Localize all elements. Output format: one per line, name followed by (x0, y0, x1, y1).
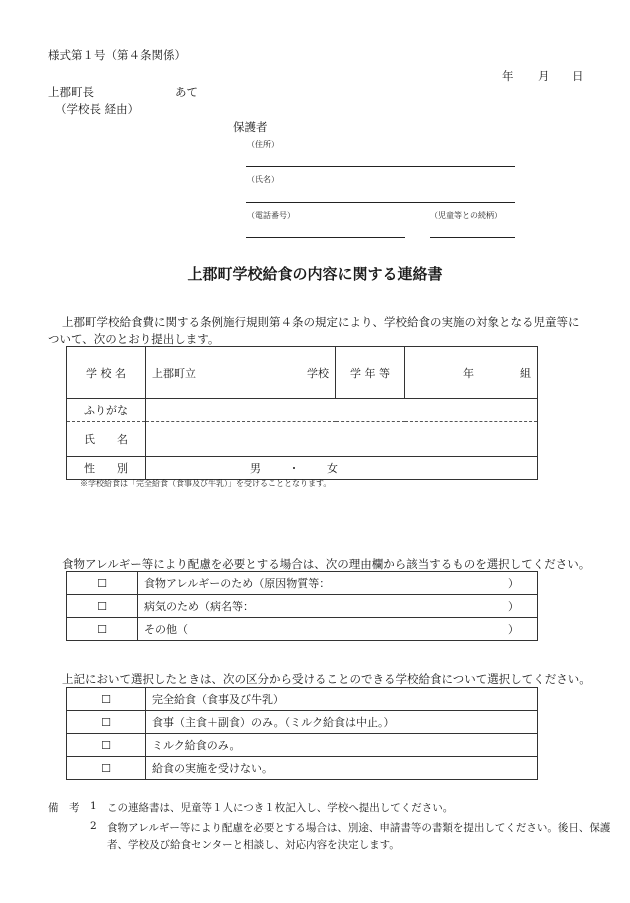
allergy-table (66, 571, 538, 641)
checkbox-no-meal[interactable]: ☐ (67, 757, 146, 780)
meal-option-food-only: 食事（主食＋副食）のみ。（ミルク給食は中止。） (146, 711, 538, 734)
grade-year: 年 (463, 366, 474, 380)
school-name-cell[interactable] (146, 347, 336, 399)
student-table (66, 346, 538, 480)
sex-cell[interactable] (146, 457, 538, 480)
illness-reason-close: ） (508, 600, 519, 613)
allergy-reason-close: ） (508, 577, 519, 590)
form-number: 様式第１号（第４条関係） (48, 48, 186, 62)
student-name-cell[interactable] (146, 422, 538, 457)
address-line[interactable] (246, 166, 515, 167)
addressee-suffix: あて (175, 85, 198, 99)
phone-line[interactable] (246, 237, 405, 238)
other-reason-text: その他（ (144, 623, 188, 636)
name-label: （氏名） (247, 175, 279, 184)
sex-female[interactable]: 女 (327, 462, 338, 475)
school-label: 学 校 名 (67, 347, 146, 399)
meal-table (66, 687, 538, 780)
meal-option-full: 完全給食（食事及び牛乳） (146, 688, 538, 711)
date-year-label: 年 (502, 69, 514, 83)
checkbox-allergy[interactable]: ☐ (67, 572, 138, 595)
school-suffix: 学校 (307, 366, 329, 380)
grade-label: 学 年 等 (336, 347, 405, 399)
date-day-label: 日 (572, 69, 584, 83)
other-reason-close: ） (508, 623, 519, 636)
grade-cell[interactable] (405, 347, 538, 399)
document-title: 上郡町学校給食の内容に関する連絡書 (187, 265, 443, 283)
guardian-label: 保護者 (233, 120, 268, 134)
address-label: （住所） (247, 140, 279, 149)
furigana-cell[interactable] (146, 399, 538, 422)
meal-option-milk-only: ミルク給食のみ。 (146, 734, 538, 757)
remark-1-text: この連絡書は、児童等１人につき１枚記入し、学校へ提出してください。 (107, 802, 454, 814)
illness-reason-row (138, 595, 538, 618)
remark-2-text-a: 食物アレルギー等により配慮を必要とする場合は、別途、申請書等の書類を提出してください。後日、保護 (107, 822, 611, 834)
relation-line[interactable] (430, 237, 515, 238)
full-meal-note: ※学校給食は「完全給食（食事及び牛乳）」を受けることとなります。 (80, 479, 332, 488)
checkbox-food-only[interactable]: ☐ (67, 711, 146, 734)
grade-class: 組 (520, 366, 531, 380)
checkbox-illness[interactable]: ☐ (67, 595, 138, 618)
illness-reason-text: 病気のため（病名等： (144, 600, 254, 613)
furigana-label: ふりがな (67, 399, 146, 422)
meal-intro: 上記において選択したときは、次の区分から受けることのできる学校給食について選択してください。 (62, 672, 591, 686)
student-name-label: 氏 名 (67, 422, 146, 457)
allergy-reason-row (138, 572, 538, 595)
intro-line-1: 上郡町学校給食費に関する条例施行規則第４条の規定により、学校給食の実施の対象となる児童等に (62, 315, 580, 329)
sex-male[interactable]: 男 (250, 462, 261, 475)
via-principal: （学校長 経由） (55, 102, 140, 116)
checkbox-milk-only[interactable]: ☐ (67, 734, 146, 757)
remark-1-number: 1 (90, 800, 97, 812)
remark-2-number: 2 (90, 820, 97, 832)
addressee: 上郡町長 (48, 85, 94, 99)
sex-label: 性 別 (67, 457, 146, 480)
remarks-label: 備 考 (48, 802, 80, 814)
other-reason-row (138, 618, 538, 641)
school-prefix: 上郡町立 (152, 366, 196, 380)
checkbox-full-meal[interactable]: ☐ (67, 688, 146, 711)
allergy-reason-text: 食物アレルギーのため（原因物質等： (144, 577, 331, 590)
sex-dot: ・ (288, 462, 300, 475)
relation-label: （児童等との続柄） (430, 211, 502, 220)
name-line[interactable] (246, 202, 515, 203)
intro-line-2: ついて、次のとおり提出します。 (48, 332, 220, 346)
allergy-intro: 食物アレルギー等により配慮を必要とする場合は、次の理由欄から該当するものを選択してください。 (62, 557, 591, 571)
phone-label: （電話番号） (247, 211, 295, 220)
checkbox-other[interactable]: ☐ (67, 618, 138, 641)
remark-2-text-b: 者、学校及び給食センターと相談し、対応内容を決定します。 (107, 839, 400, 851)
meal-option-none: 給食の実施を受けない。 (146, 757, 538, 780)
date-month-label: 月 (538, 69, 550, 83)
